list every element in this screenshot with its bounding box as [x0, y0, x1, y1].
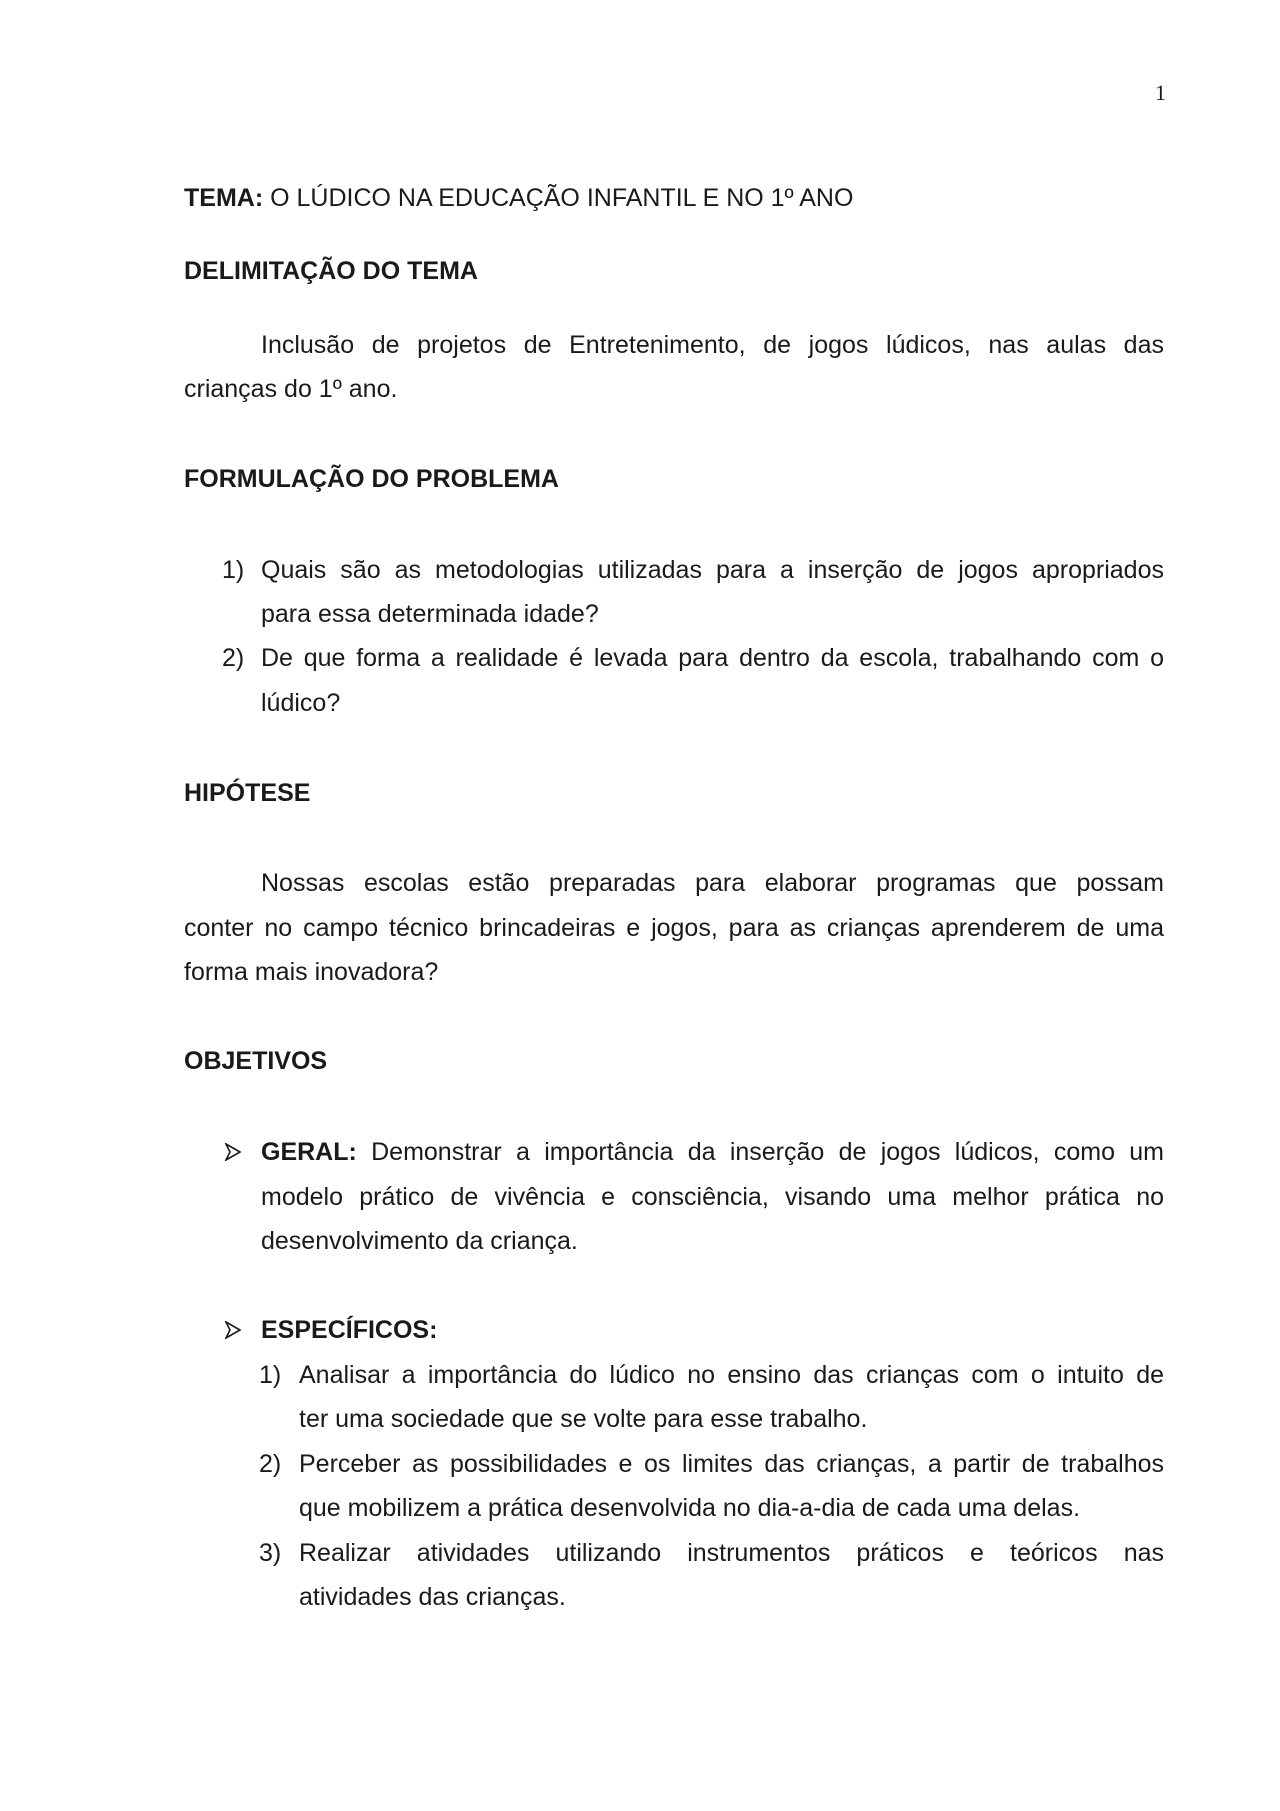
geral-line-3: desenvolvimento da criança. [261, 1227, 578, 1255]
especificos-item-2-number: 2) [259, 1450, 282, 1478]
especificos-item-1-line-2: ter uma sociedade que se volte para esse trabalho. [299, 1405, 868, 1433]
formulacao-item-1-number: 1) [222, 556, 245, 584]
hipotese-heading: HIPÓTESE [184, 779, 311, 807]
delimitacao-line-2: crianças do 1º ano. [184, 375, 398, 403]
especificos-item-1-number: 1) [259, 1361, 282, 1389]
formulacao-item-2-number: 2) [222, 644, 245, 672]
geral-line-1 [261, 1137, 1164, 1167]
geral-text-1: Demonstrar a importância da inserção de jogos lúdicos, como um [356, 1138, 1164, 1166]
especificos-item-1-line-1: Analisar a importância do lúdico no ensino das crianças com o intuito de [299, 1361, 1164, 1389]
delimitacao-heading: DELIMITAÇÃO DO TEMA [184, 257, 478, 285]
hipotese-line-3: forma mais inovadora? [184, 958, 439, 986]
page-number: 1 [1155, 80, 1166, 105]
hipotese-line-2: conter no campo técnico brincadeiras e jogos, para as crianças aprenderem de uma [184, 914, 1164, 942]
tema-text: O LÚDICO NA EDUCAÇÃO INFANTIL E NO 1º ANO [263, 184, 854, 212]
tema-label: TEMA: [184, 184, 264, 212]
formulacao-item-1-line-1: Quais são as metodologias utilizadas para a inserção de jogos apropriados [261, 556, 1164, 584]
geral-label: GERAL: [261, 1138, 357, 1166]
tema-line [184, 183, 853, 213]
especificos-item-3-line-2: atividades das crianças. [299, 1583, 566, 1611]
delimitacao-line-1: Inclusão de projetos de Entretenimento, de jogos lúdicos, nas aulas das [261, 331, 1164, 359]
especificos-item-3-number: 3) [259, 1539, 282, 1567]
arrow-bullet-icon [224, 1321, 242, 1339]
objetivos-heading: OBJETIVOS [184, 1047, 328, 1075]
formulacao-item-2-line-1: De que forma a realidade é levada para dentro da escola, trabalhando com o [261, 644, 1164, 672]
geral-line-2: modelo prático de vivência e consciência, visando uma melhor prática no [261, 1183, 1164, 1211]
arrow-bullet-icon [224, 1143, 242, 1161]
especificos-item-2-line-1: Perceber as possibilidades e os limites das crianças, a partir de trabalhos [299, 1450, 1164, 1478]
especificos-item-2-line-2: que mobilizem a prática desenvolvida no dia-a-dia de cada uma delas. [299, 1494, 1081, 1522]
especificos-label: ESPECÍFICOS: [261, 1316, 438, 1344]
formulacao-heading: FORMULAÇÃO DO PROBLEMA [184, 465, 559, 493]
formulacao-item-1-line-2: para essa determinada idade? [261, 600, 599, 628]
formulacao-item-2-line-2: lúdico? [261, 689, 341, 717]
hipotese-line-1: Nossas escolas estão preparadas para elaborar programas que possam [261, 869, 1164, 897]
especificos-item-3-line-1: Realizar atividades utilizando instrumentos práticos e teóricos nas [299, 1539, 1164, 1567]
